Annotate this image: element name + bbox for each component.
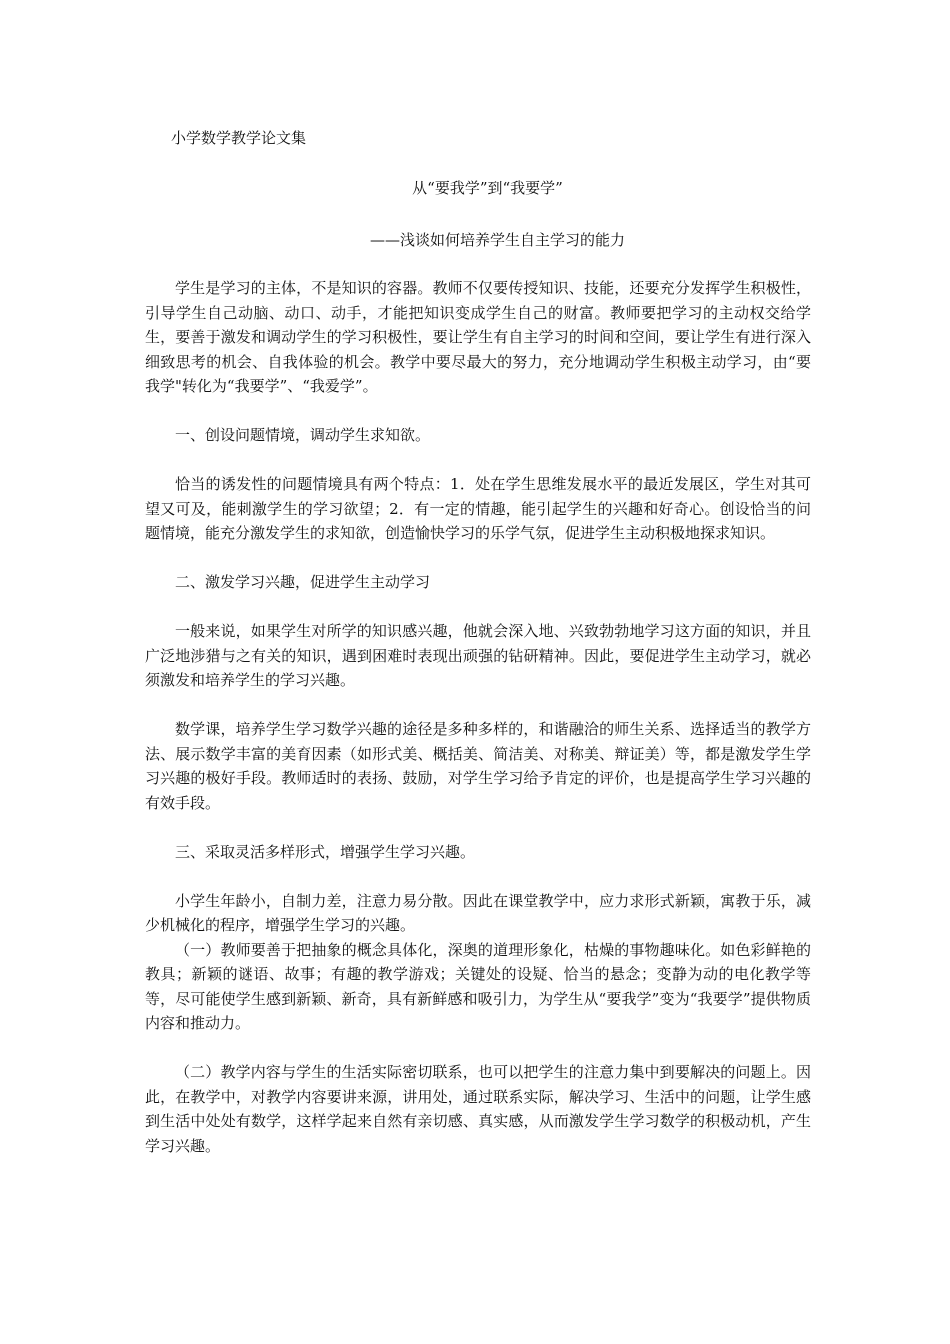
section-heading-3: 三、采取灵活多样形式，增强学生学习兴趣。	[175, 842, 476, 861]
section1-paragraph: 恰当的诱发性的问题情境具有两个特点：1．处在学生思维发展水平的最近发展区，学生对其可望又可及，能刺激学生的学习欲望；2．有一定的情趣，能引起学生的兴趣和好奇心。创设恰当的问题情境，能充分激发学生的求知欲，创造愉快学习的乐学气氛，促进学生主动积极地探求知识。	[145, 475, 811, 542]
section2-paragraph-2: 数学课，培养学生学习数学兴趣的途径是多种多样的，和谐融洽的师生关系、选择适当的教学方法、展示数学丰富的美育因素（如形式美、概括美、简洁美、对称美、辩证美）等，都是激发学生学习兴趣的极好手段。教师适时的表扬、鼓励，对学生学习给予肯定的评价，也是提高学生学习兴趣的有效手段。	[145, 720, 811, 812]
section-heading-1: 一、创设问题情境，调动学生求知欲。	[175, 426, 431, 444]
document-body	[145, 276, 811, 1158]
section3-paragraph-3: （二）教学内容与学生的生活实际密切联系，也可以把学生的注意力集中到要解决的问题上。因此，在教学中，对教学内容要讲来源，讲用处，通过联系实际，解决学习、生活中的问题，让学生感到生活中处处有数学，这样学起来自然有亲切感、真实感，从而激发学生学习数学的积极动机，产生学习兴趣。	[145, 1063, 811, 1155]
document-title: 从“要我学”到“我要学”	[412, 179, 563, 197]
section3-paragraph-2: （一）教师要善于把抽象的概念具体化，深奥的道理形象化，枯燥的事物趣味化。如色彩鲜艳的教具；新颖的谜语、故事；有趣的教学游戏；关键处的设疑、恰当的悬念；变静为动的电化教学等等，尽可能使学生感到新颖、新奇，具有新鲜感和吸引力，为学生从“要我学”变为“我要学”提供物质内容和推动力。	[145, 940, 811, 1032]
section-heading-2: 二、激发学习兴趣，促进学生主动学习	[175, 573, 431, 591]
intro-paragraph: 学生是学习的主体，不是知识的容器。教师不仅要传授知识、技能，还要充分发挥学生积极性，引导学生自己动脑、动口、动手，才能把知识变成学生自己的财富。教师要把学习的主动权交给学生，要善于激发和调动学生的学习积极性，要让学生有自主学习的时间和空间，要让学生有进行深入细致思考的机会、自我体验的机会。教学中要尽最大的努力，充分地调动学生积极主动学习，由“要我学"转化为“我要学”、“我爱学”。	[145, 279, 811, 395]
collection-title: 小学数学教学论文集	[171, 129, 307, 147]
document-subtitle: ——浅谈如何培养学生自主学习的能力	[369, 231, 625, 249]
section3-paragraph-1: 小学生年龄小，自制力差，注意力易分散。因此在课堂教学中，应力求形式新颖，寓教于乐，减少机械化的程序，增强学生学习的兴趣。	[145, 891, 811, 934]
section2-paragraph-1: 一般来说，如果学生对所学的知识感兴趣，他就会深入地、兴致勃勃地学习这方面的知识，并且广泛地涉猎与之有关的知识，遇到困难时表现出顽强的钻研精神。因此，要促进学生主动学习，就必须激发和培养学生的学习兴趣。	[145, 622, 811, 689]
